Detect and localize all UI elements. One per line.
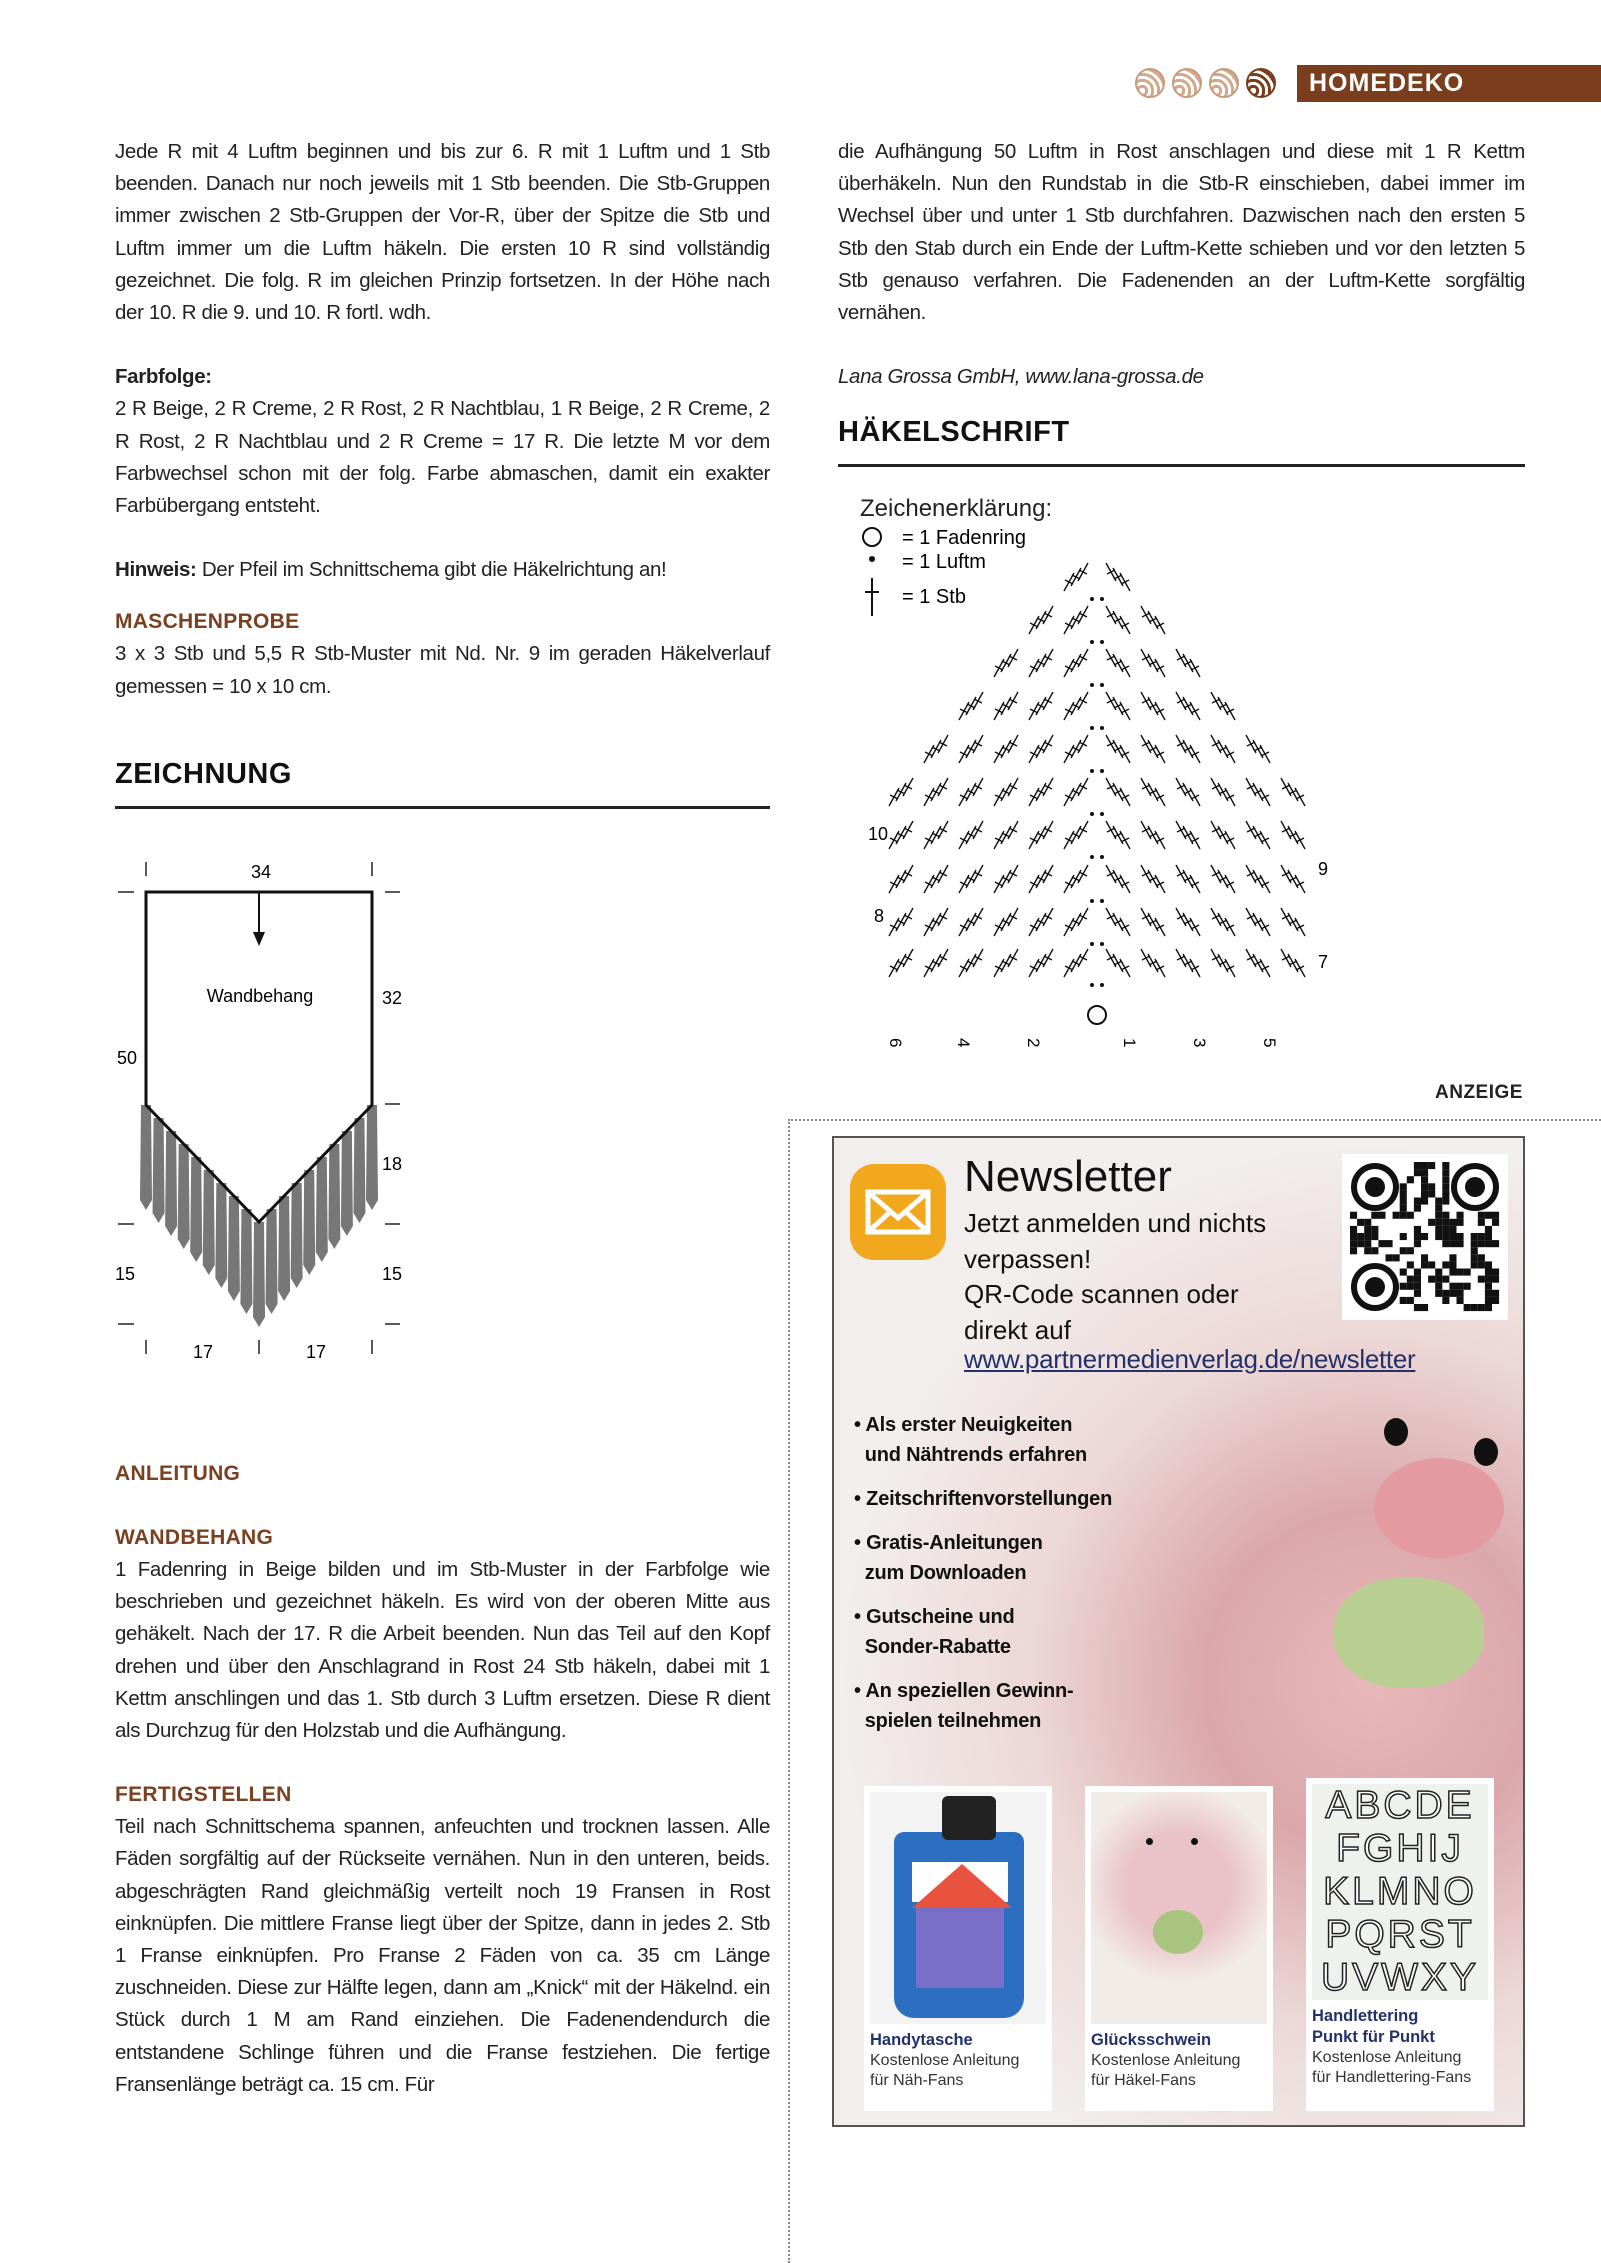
dim-right-bottom: 15	[382, 1264, 403, 1284]
card-handytasche[interactable]	[864, 1786, 1052, 2111]
maschenprobe-heading: MASCHENPROBE	[115, 610, 300, 634]
stitch-group	[1281, 949, 1305, 977]
stitch-group	[1141, 735, 1165, 763]
left-column	[115, 136, 770, 703]
anleitung-heading: ANLEITUNG	[115, 1462, 241, 1485]
stitch-group	[1246, 865, 1270, 893]
stitch-group	[1246, 908, 1270, 936]
handytasche-image	[870, 1792, 1046, 2024]
stitch-group	[1176, 735, 1200, 763]
fringe	[165, 1131, 177, 1236]
legend-luftm: = 1 Luftm	[902, 551, 986, 573]
wandbehang-text: 1 Fadenring in Beige bilden und im Stb-Muster in der Farbfolge wie beschrieben und gezeichnet häkeln. Es wird von der oberen Mitte aus gehäkelt. Nach der 17. R die Arbeit beenden. Nun das Teil auf den Kopf drehen und über den Anschlagrand in Rost 24 Stb häkeln, dabei mit 1 Kettm anschlingen und das 1. Stb durch 3 Luftm ersetzen. Diese R dient als Durchzug für den Holzstab und die Aufhängung.	[115, 1558, 770, 1743]
luftm-dot	[1100, 812, 1104, 816]
stitch-group	[1141, 908, 1165, 936]
fringe	[190, 1157, 202, 1262]
luftm-dot	[1100, 983, 1104, 987]
stitch-group	[1281, 778, 1305, 806]
stitch-group	[1106, 908, 1130, 936]
stitch-group	[1141, 606, 1165, 634]
stitch-group	[924, 735, 948, 763]
luftm-dot	[1090, 855, 1094, 859]
luftm-dot	[1090, 899, 1094, 903]
dim-top: 34	[250, 862, 272, 882]
stitch-group	[1106, 865, 1130, 893]
luftm-dot	[1090, 597, 1094, 601]
luftm-dot	[1100, 683, 1104, 687]
card-handlettering[interactable]	[1306, 1778, 1494, 2111]
stitch-group	[1176, 778, 1200, 806]
divider	[115, 806, 770, 809]
yarn-ball-icon	[1172, 68, 1202, 98]
stitch-group	[1106, 692, 1130, 720]
newsletter-ad[interactable]	[832, 1136, 1525, 2127]
stitch-group	[1064, 949, 1088, 977]
farbfolge-text: 2 R Beige, 2 R Creme, 2 R Rost, 2 R Nachtblau, 1 R Beige, 2 R Creme, 2 R Rost, 2 R Nachtblau und 2 R Creme = 17 R. Die letzte M vor dem Farbwechsel schon mit der folg. Farbe abmaschen, damit ein exakter Farbübergang entsteht.	[115, 397, 770, 518]
stitch-group	[1281, 865, 1305, 893]
stitch-group	[1211, 908, 1235, 936]
stitch-group	[994, 865, 1018, 893]
row-label-8: 8	[874, 906, 885, 926]
stitch-group	[1064, 821, 1088, 849]
stitch-group	[1211, 692, 1235, 720]
dim-left-bottom: 15	[115, 1264, 136, 1284]
hinweis-label: Hinweis:	[115, 558, 197, 582]
card-desc: Kostenlose Anleitung	[870, 2052, 1020, 2069]
fadenring-start	[1088, 1006, 1106, 1024]
stitch-group	[959, 908, 983, 936]
fringe	[316, 1157, 328, 1262]
stitch-group	[1029, 778, 1053, 806]
stitch-group	[994, 821, 1018, 849]
stitch-group	[1064, 649, 1088, 677]
stitch-group	[994, 908, 1018, 936]
card-title: Handytasche	[870, 2031, 973, 2049]
stitch-group	[1064, 908, 1088, 936]
stitch-group	[1281, 908, 1305, 936]
stitch-group	[1246, 735, 1270, 763]
fringe	[228, 1196, 240, 1301]
arrow-head-icon	[253, 932, 265, 946]
benefit-item: • An speziellen Gewinn- spielen teilnehmen	[854, 1680, 1074, 1732]
zeichnung-heading: ZEICHNUNG	[115, 758, 292, 790]
fertigstellen-heading: FERTIGSTELLEN	[115, 1783, 292, 1807]
stitch-group	[1106, 649, 1130, 677]
stitch-group	[1211, 949, 1235, 977]
fringe	[178, 1144, 190, 1249]
stitch-group	[1064, 778, 1088, 806]
pig-snout	[1374, 1458, 1504, 1558]
benefit-item: • Gutscheine und Sonder-Rabatte	[854, 1606, 1015, 1658]
intro-text: Jede R mit 4 Luftm beginnen und bis zur 6. R mit 1 Luftm und 1 Stb beenden. Danach nur noch jeweils mit 1 Stb beenden. Die Stb-Gruppen immer zwischen 2 Stb-Gruppen der Vor-R, über der Spitze die Stb und Luftm immer um die Luftm häkeln. Die ersten 10 R sind vollständig gezeichnet. Die folg. R im gleichen Prinzip fortsetzen. In der Höhe nach der 10. R die 9. und 10. R fortl. wdh.	[115, 140, 770, 325]
stitch-group	[994, 735, 1018, 763]
hinweis-text	[115, 554, 770, 586]
luftm-dot	[1090, 942, 1094, 946]
luftm-dot	[1100, 855, 1104, 859]
stitch-group	[1141, 692, 1165, 720]
luftm-dot	[1100, 899, 1104, 903]
stitch-group	[889, 908, 913, 936]
stitch-group	[994, 649, 1018, 677]
stitch-group	[889, 865, 913, 893]
stitch-group	[889, 949, 913, 977]
stitch-group	[1029, 949, 1053, 977]
stitch-group	[959, 692, 983, 720]
fringe	[366, 1105, 378, 1210]
stitch-group	[924, 821, 948, 849]
haekelschrift-heading: HÄKELSCHRIFT	[838, 416, 1070, 448]
fringe	[303, 1170, 315, 1275]
ad-line: verpassen!	[964, 1243, 1092, 1274]
luftm-dot	[1090, 769, 1094, 773]
stitch-group	[924, 778, 948, 806]
yarn-ball-icon	[1246, 68, 1276, 98]
schema-label: Wandbehang	[206, 986, 314, 1006]
benefit-item: • Gratis-Anleitungen zum Downloaden	[854, 1532, 1043, 1584]
luftm-dot	[1100, 640, 1104, 644]
ad-divider-vertical	[788, 1119, 790, 2263]
luftm-dot	[1090, 983, 1094, 987]
right-column	[838, 136, 1525, 393]
stitch-group	[1064, 735, 1088, 763]
stitch-group	[1106, 821, 1130, 849]
fringe	[278, 1196, 290, 1301]
legend-stb: = 1 Stb	[902, 586, 966, 608]
hinweis-body: Der Pfeil im Schnittschema gibt die Häkelrichtung an!	[196, 558, 667, 582]
stitch-group	[1029, 865, 1053, 893]
stitch-group	[1141, 649, 1165, 677]
fringe	[215, 1183, 227, 1288]
stitch-group	[1176, 821, 1200, 849]
luftm-icon	[869, 556, 875, 562]
dim-right-top: 32	[382, 988, 403, 1008]
luftm-dot	[1100, 726, 1104, 730]
luftm-dot	[1100, 942, 1104, 946]
pig-eye	[1474, 1438, 1498, 1466]
row-label: 1	[1120, 1038, 1139, 1048]
stitch-group	[889, 778, 913, 806]
row-label: 6	[886, 1038, 905, 1048]
card-desc: für Häkel-Fans	[1091, 2072, 1196, 2089]
stitch-group	[1246, 949, 1270, 977]
benefit-item: • Zeitschriftenvorstellungen	[854, 1488, 1113, 1510]
stitch-group	[924, 949, 948, 977]
card-title: Glücksschwein	[1091, 2031, 1212, 2049]
stitch-group	[1106, 563, 1130, 591]
stitch-group	[1029, 606, 1053, 634]
card-title: Punkt für Punkt	[1312, 2028, 1435, 2046]
legend-title: Zeichenerklärung:	[860, 495, 1053, 522]
luftm-dot	[1090, 683, 1094, 687]
stitch-group	[1211, 865, 1235, 893]
stitch-group	[1106, 949, 1130, 977]
fertigstellen-text: Teil nach Schnittschema spannen, anfeuchten und trocknen lassen. Alle Fäden sorgfältig auf der Rückseite vernähen. Nun in den unteren, beids. abgeschrägten Rand gleichmäßig verteilt noch 19 Fransen in Rost einknüpfen. Die mittlere Franse liegt über der Spitze, dann in jedes 2. Stb 1 Franse einknüpfen. Pro Franse 2 Fäden von ca. 35 cm Länge zuschneiden. Diese zur Hälfte legen, dann am „Knick“ mit der Häkelnd. ein Stück durch 1 M am Rand einziehen. Die Fadenendendurch die entstandene Schlinge führen und die Franse festziehen. Die fertige Fransenlänge beträgt ca. 15 cm. Für	[115, 1815, 770, 2096]
card-desc: Kostenlose Anleitung	[1312, 2049, 1462, 2066]
stitch-group	[1211, 735, 1235, 763]
luftm-dot	[1100, 597, 1104, 601]
yarn-ball-icon	[1135, 68, 1165, 98]
stitch-group	[1064, 692, 1088, 720]
luftm-dot	[1090, 812, 1094, 816]
row-label: 2	[1024, 1038, 1043, 1048]
section-label: HOMEDEKO	[1297, 65, 1601, 102]
stitch-group	[1029, 821, 1053, 849]
stitch-group	[959, 735, 983, 763]
newsletter-link[interactable]: www.partnermedienverlag.de/newsletter	[964, 1344, 1416, 1374]
fringe	[341, 1131, 353, 1236]
stitch-group	[994, 949, 1018, 977]
handlettering-image: ABCDE FGHIJ KLMNO PQRST UVWXY	[1312, 1784, 1488, 2000]
luftm-dot	[1090, 726, 1094, 730]
luftm-dot	[1100, 769, 1104, 773]
ad-line: Jetzt anmelden und nichts	[964, 1208, 1267, 1238]
stitch-group	[959, 949, 983, 977]
divider	[838, 464, 1525, 467]
gluecksschwein-image	[1091, 1792, 1267, 2024]
card-desc: für Handlettering-Fans	[1312, 2069, 1472, 2086]
stitch-group	[1141, 949, 1165, 977]
stitch-group	[924, 908, 948, 936]
ad-subtitle	[964, 1206, 1266, 1348]
pig-eye	[1384, 1418, 1408, 1446]
ad-label: ANZEIGE	[1435, 1082, 1523, 1103]
stitch-grid	[889, 563, 1305, 1024]
stitch-group	[959, 865, 983, 893]
stitch-group	[1106, 778, 1130, 806]
anleitung-section	[115, 1458, 770, 2101]
fringe	[353, 1118, 365, 1223]
ad-line: direkt auf	[964, 1314, 1071, 1345]
stitch-group	[1064, 606, 1088, 634]
card-title: Handlettering	[1312, 2007, 1419, 2025]
stitch-group	[1176, 865, 1200, 893]
yarn-ball-icon	[1209, 68, 1239, 98]
benefit-list	[854, 1410, 1184, 1736]
mail-icon	[850, 1164, 946, 1260]
fadenring-icon	[863, 528, 881, 546]
card-desc: für Näh-Fans	[870, 2072, 964, 2089]
stitch-group	[1176, 692, 1200, 720]
wandbehang-heading: WANDBEHANG	[115, 1526, 274, 1549]
qr-code[interactable]	[1342, 1154, 1508, 1320]
wandbehang-schema	[110, 850, 430, 1370]
maschenprobe-text: 3 x 3 Stb und 5,5 R Stb-Muster mit Nd. Nr. 9 im geraden Häkelverlauf gemessen = 10 x 10 cm.	[115, 642, 770, 698]
stitch-group	[1246, 778, 1270, 806]
stitch-group	[1141, 778, 1165, 806]
stitch-group	[1211, 821, 1235, 849]
clover	[1334, 1578, 1484, 1688]
stitch-group	[889, 821, 913, 849]
row-label-10: 10	[868, 824, 889, 844]
stitch-group	[1211, 778, 1235, 806]
stitch-group	[1246, 821, 1270, 849]
row-label: 4	[954, 1038, 973, 1048]
stitch-group	[1176, 949, 1200, 977]
stitch-group	[1029, 692, 1053, 720]
right-intro-text: die Aufhängung 50 Luftm in Rost anschlagen und diese mit 1 R Kettm überhäkeln. Nun den Rundstab in die Stb-R einschieben, dabei immer im Wechsel über und unter 1 Stb durchfahren. Dazwischen nach den ersten 5 Stb den Stab durch ein Ende der Luftm-Kette schieben und vor den letzten 5 Stb genauso verfahren. Die Fadenenden an der Luftm-Kette sorgfältig vernähen.	[838, 140, 1525, 325]
stitch-group	[994, 778, 1018, 806]
stitch-group	[1064, 865, 1088, 893]
card-gluecksschwein[interactable]	[1085, 1786, 1273, 2111]
crochet-chart	[840, 490, 1540, 1055]
stitch-group	[1106, 606, 1130, 634]
row-label-7: 7	[1318, 952, 1329, 972]
fringe	[328, 1144, 340, 1249]
farbfolge-heading: Farbfolge:	[115, 365, 212, 389]
ad-divider	[788, 1119, 1601, 1121]
stitch-group	[924, 865, 948, 893]
row-label-9: 9	[1318, 859, 1329, 879]
luftm-dot	[1090, 640, 1094, 644]
stitch-group	[959, 778, 983, 806]
benefit-item: • Als erster Neuigkeiten und Nähtrends erfahren	[854, 1414, 1088, 1466]
stitch-group	[959, 821, 983, 849]
stitch-group	[1141, 821, 1165, 849]
stitch-group	[1176, 908, 1200, 936]
stitch-group	[994, 692, 1018, 720]
dim-bottom-right: 17	[306, 1342, 327, 1362]
legend-fadenring: = 1 Fadenring	[902, 527, 1026, 549]
stitch-group	[1106, 735, 1130, 763]
row-label: 3	[1190, 1038, 1209, 1048]
stb-icon	[865, 578, 879, 616]
fringe	[266, 1209, 278, 1314]
fringe	[253, 1222, 265, 1327]
fringe	[140, 1105, 152, 1210]
dim-left: 50	[117, 1048, 138, 1068]
stitch-group	[1029, 908, 1053, 936]
credit-text: Lana Grossa GmbH, www.lana-grossa.de	[838, 365, 1204, 389]
stitch-group	[1064, 563, 1088, 591]
fringe	[153, 1118, 165, 1223]
row-label: 5	[1260, 1038, 1279, 1048]
bottom-row-labels	[886, 1038, 1279, 1047]
ad-line: QR-Code scannen oder	[964, 1279, 1239, 1309]
stitch-group	[1281, 821, 1305, 849]
dim-right-mid: 18	[382, 1154, 403, 1174]
fringe	[291, 1183, 303, 1288]
stitch-group	[1029, 735, 1053, 763]
stitch-group	[1029, 649, 1053, 677]
fringe	[240, 1209, 252, 1314]
stitch-group	[1141, 865, 1165, 893]
fringes	[140, 1105, 378, 1327]
ad-title: Newsletter	[964, 1152, 1172, 1201]
fringe	[203, 1170, 215, 1275]
stitch-group	[1176, 649, 1200, 677]
card-desc: Kostenlose Anleitung	[1091, 2052, 1241, 2069]
dim-bottom-left: 17	[193, 1342, 214, 1362]
